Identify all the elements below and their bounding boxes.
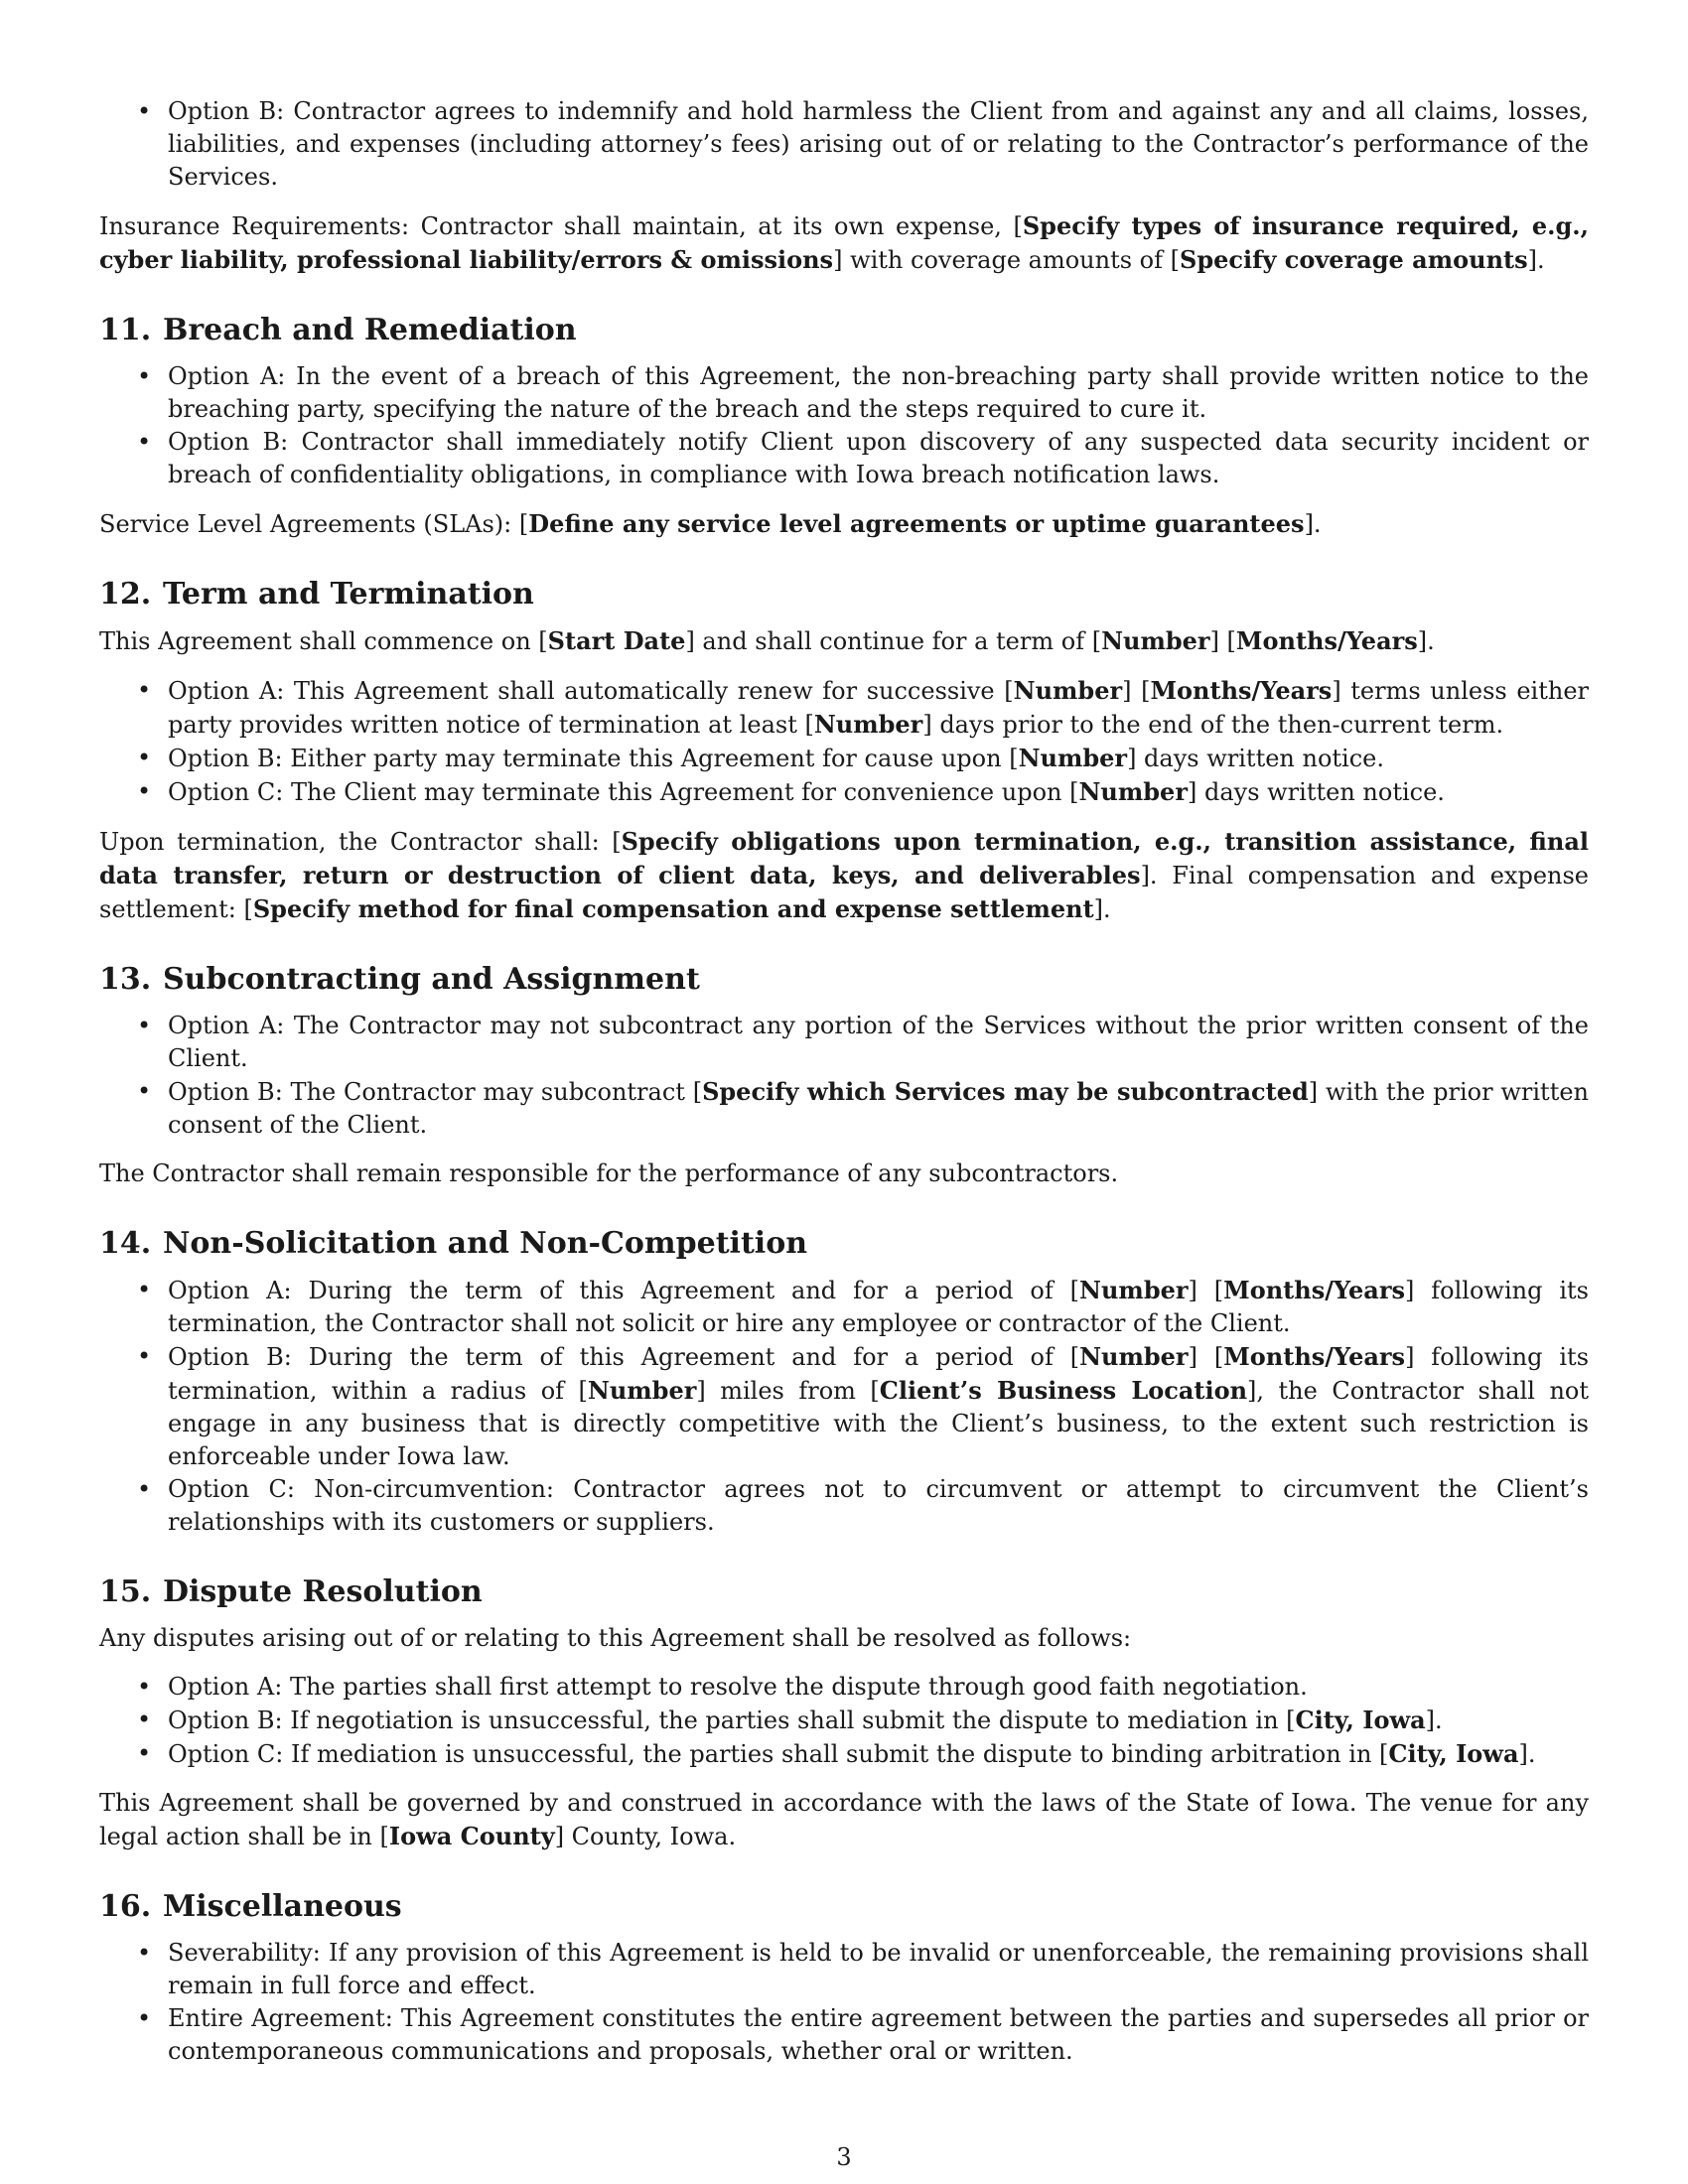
document-page xyxy=(99,95,1589,2084)
option-list xyxy=(99,1010,1589,1142)
section xyxy=(99,577,1589,926)
list-item xyxy=(99,1937,1589,2002)
body-text-run: ]. Final compensation and expense settlement: [ xyxy=(99,862,1589,923)
list-item xyxy=(99,95,1589,194)
section xyxy=(99,962,1589,1190)
body-text-run: ] following its termination, within a radius of [ xyxy=(168,1343,1590,1405)
body-text-run: Option A: The parties shall first attempt to resolve the dispute through good faith negotiation. xyxy=(168,1673,1308,1701)
list-item xyxy=(99,1473,1589,1539)
body-text-run: Option A: This Agreement shall automatically renew for successive [ xyxy=(168,677,1014,705)
placeholder-text: Months/Years xyxy=(1223,1342,1406,1371)
section-title: Breach and Remediation xyxy=(163,313,577,347)
body-text-run: This Agreement shall commence on [ xyxy=(99,627,548,655)
placeholder-text: Specify which Services may be subcontracted xyxy=(702,1077,1309,1106)
placeholder-text: Number xyxy=(587,1376,697,1405)
list-item xyxy=(99,1671,1589,1704)
body-text-run: Option B: Contractor agrees to indemnify and hold harmless the Client from and against any and all claims, losses, liabilities, and expenses (including attorney’s fees) arising out of or relating to the Contractor’s performance of the Services. xyxy=(168,97,1589,191)
body-text-run: ] following its termination, the Contractor shall not solicit or hire any employee or contractor of the Client. xyxy=(168,1277,1589,1337)
placeholder-text: Start Date xyxy=(547,626,686,655)
paragraph xyxy=(99,209,1589,277)
body-text-run: ]. xyxy=(1304,510,1322,538)
placeholder-text: City, Iowa xyxy=(1295,1706,1426,1734)
section xyxy=(99,1574,1589,1853)
list-item xyxy=(99,1704,1589,1737)
placeholder-text: Define any service level agreements or uptime guarantees xyxy=(528,509,1305,538)
list-item xyxy=(99,360,1589,426)
body-text-run: ]. xyxy=(1527,246,1545,274)
option-list xyxy=(99,1274,1589,1539)
section-number: 16. xyxy=(99,1889,152,1924)
section-heading xyxy=(99,1226,1589,1262)
section-number: 11. xyxy=(99,313,152,347)
placeholder-text: Months/Years xyxy=(1150,676,1333,705)
body-text-run: ] with coverage amounts of [ xyxy=(833,246,1180,274)
placeholder-text: Client’s Business Location xyxy=(879,1376,1248,1405)
body-text-run: ]. xyxy=(1417,627,1435,655)
document-sections xyxy=(99,313,1589,2068)
body-text-run: Option A: During the term of this Agreement and for a period of [ xyxy=(168,1277,1080,1304)
body-text-run: Any disputes arising out of or relating to this Agreement shall be resolved as follows: xyxy=(99,1624,1132,1652)
section-10-paragraphs xyxy=(99,209,1589,277)
list-item xyxy=(99,1075,1589,1142)
body-text-run: ] [ xyxy=(1122,677,1151,705)
placeholder-text: Number xyxy=(1101,626,1210,655)
placeholder-text: Specify method for final compensation and expense settlement xyxy=(252,894,1094,923)
list-item xyxy=(99,674,1589,742)
paragraph xyxy=(99,825,1589,926)
body-text-run: Option B: Contractor shall immediately notify Client upon discovery of any suspected data security incident or breach of confidentiality obligations, in compliance with Iowa breach notification laws. xyxy=(168,428,1589,488)
body-text-run: Option B: During the term of this Agreement and for a period of [ xyxy=(168,1343,1080,1371)
section-heading xyxy=(99,962,1589,998)
placeholder-text: Number xyxy=(1079,1276,1189,1304)
list-item xyxy=(99,2002,1589,2068)
option-list xyxy=(99,360,1589,491)
list-item xyxy=(99,1340,1589,1473)
section-title: Miscellaneous xyxy=(163,1889,402,1924)
list-item xyxy=(99,742,1589,775)
list-item xyxy=(99,426,1589,491)
section-heading xyxy=(99,1889,1589,1925)
body-text-run: ] days written notice. xyxy=(1127,745,1384,772)
body-text-run: ] days prior to the end of the then-current term. xyxy=(922,711,1504,739)
list-item xyxy=(99,1737,1589,1771)
body-text-run: ]. xyxy=(1518,1740,1536,1768)
body-text-run: Upon termination, the Contractor shall: [ xyxy=(99,828,622,856)
placeholder-text: City, Iowa xyxy=(1388,1739,1519,1768)
placeholder-text: Specify types of insurance required, e.g., cyber liability, professional liability/errors & omissions xyxy=(99,211,1590,274)
paragraph xyxy=(99,507,1589,541)
list-item xyxy=(99,775,1589,809)
placeholder-text: Months/Years xyxy=(1235,626,1418,655)
option-list xyxy=(99,1937,1589,2068)
body-text-run: Option B: Either party may terminate this Agreement for cause upon [ xyxy=(168,745,1019,772)
body-text-run: ]. xyxy=(1425,1706,1443,1734)
body-text-run: Option B: The Contractor may subcontract [ xyxy=(168,1078,703,1106)
section-title: Subcontracting and Assignment xyxy=(163,962,700,997)
body-text-run: Option C: If mediation is unsuccessful, the parties shall submit the dispute to binding arbitration in [ xyxy=(168,1740,1389,1768)
page-number: 3 xyxy=(836,2143,852,2171)
placeholder-text: Number xyxy=(813,710,923,739)
body-text-run: This Agreement shall be governed by and construed in accordance with the laws of the State of Iowa. The venue for any legal action shall be in [ xyxy=(99,1789,1589,1850)
body-text-run: Option A: The Contractor may not subcontract any portion of the Services without the prior written consent of the Client. xyxy=(168,1012,1589,1072)
placeholder-text: Specify obligations upon termination, e.g., transition assistance, final data transfer, return or destruction of client data, keys, and deliverables xyxy=(99,827,1589,889)
body-text-run: Option C: The Client may terminate this Agreement for convenience upon [ xyxy=(168,778,1079,806)
body-text-run: ] [ xyxy=(1188,1343,1224,1371)
body-text-run: ], the Contractor shall not engage in any business that is directly competitive with the Client’s business, to the extent such restriction is enforceable under Iowa law. xyxy=(168,1377,1590,1470)
section-title: Dispute Resolution xyxy=(163,1574,483,1609)
body-text-run: Option C: Non-circumvention: Contractor agrees not to circumvent or attempt to circumvent the Client’s relationships with its customers or suppliers. xyxy=(168,1475,1589,1536)
placeholder-text: Months/Years xyxy=(1223,1276,1406,1304)
body-text-run: Option B: If negotiation is unsuccessful, the parties shall submit the dispute to mediation in [ xyxy=(168,1706,1296,1734)
placeholder-text: Number xyxy=(1079,1342,1189,1371)
body-text-run: ] terms unless either party provides written notice of termination at least [ xyxy=(168,677,1589,739)
body-text-run: Option A: In the event of a breach of this Agreement, the non-breaching party shall provide written notice to the breaching party, specifying the nature of the breach and the steps required to cure it. xyxy=(168,362,1589,423)
paragraph xyxy=(99,1622,1589,1655)
body-text-run: Service Level Agreements (SLAs): [ xyxy=(99,510,529,538)
paragraph xyxy=(99,1158,1589,1190)
section xyxy=(99,313,1589,541)
section-10-option-list xyxy=(99,95,1589,194)
section-title: Term and Termination xyxy=(163,577,534,612)
body-text-run: ] with the prior written consent of the Client. xyxy=(168,1078,1590,1139)
body-text-run: ] miles from [ xyxy=(696,1377,880,1405)
placeholder-text: Iowa County xyxy=(388,1822,555,1850)
body-text-run: Insurance Requirements: Contractor shall maintain, at its own expense, [ xyxy=(99,212,1023,240)
body-text-run: Severability: If any provision of this Agreement is held to be invalid or unenforceable, the remaining provisions shall remain in full force and effect. xyxy=(168,1939,1589,1999)
section xyxy=(99,1226,1589,1539)
section-number: 12. xyxy=(99,577,152,612)
option-list xyxy=(99,1671,1589,1771)
paragraph xyxy=(99,624,1589,658)
body-text-run: ] [ xyxy=(1188,1277,1224,1304)
section xyxy=(99,1889,1589,2068)
body-text-run: ] and shall continue for a term of [ xyxy=(685,627,1102,655)
body-text-run: ] County, Iowa. xyxy=(554,1823,737,1850)
paragraph xyxy=(99,1787,1589,1853)
placeholder-text: Number xyxy=(1013,676,1123,705)
list-item xyxy=(99,1274,1589,1340)
section-number: 14. xyxy=(99,1226,152,1261)
section-number: 13. xyxy=(99,962,152,997)
section-heading xyxy=(99,1574,1589,1610)
section-number: 15. xyxy=(99,1574,152,1609)
body-text-run: ] [ xyxy=(1209,627,1236,655)
placeholder-text: Number xyxy=(1078,777,1188,806)
body-text-run: ]. xyxy=(1093,895,1111,923)
placeholder-text: Number xyxy=(1018,744,1128,772)
option-list xyxy=(99,674,1589,809)
body-text-run: ] days written notice. xyxy=(1187,778,1445,806)
section-heading xyxy=(99,313,1589,348)
section-title: Non-Solicitation and Non-Competition xyxy=(163,1226,808,1261)
section-heading xyxy=(99,577,1589,613)
body-text-run: The Contractor shall remain responsible for the performance of any subcontractors. xyxy=(99,1160,1119,1187)
body-text-run: Entire Agreement: This Agreement constitutes the entire agreement between the parties and supersedes all prior or contemporaneous communications and proposals, whether oral or written. xyxy=(168,2004,1589,2065)
placeholder-text: Specify coverage amounts xyxy=(1180,245,1528,274)
list-item xyxy=(99,1010,1589,1075)
